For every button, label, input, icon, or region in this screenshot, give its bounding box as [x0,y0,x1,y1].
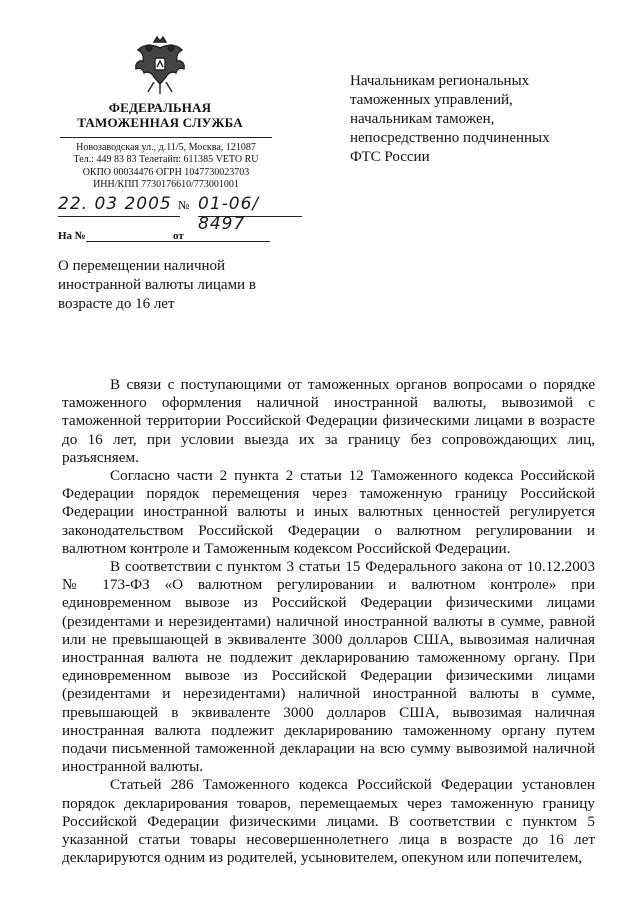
registration-number-label: № [178,198,190,212]
reference-date-label: от [173,230,184,242]
org-name-line-1: ФЕДЕРАЛЬНАЯ [108,100,212,115]
org-inn-kpp: ИНН/КПП 7730176610/773001001 [93,179,239,191]
organization-details [58,142,274,192]
addressee-line: таможенных управлений, [350,92,513,108]
addressee-block [350,72,600,167]
letter-body [62,376,595,867]
body-paragraph: В связи с поступающими от таможенных органов вопросами о порядке таможенного оформления наличной иностранной валюты, вывозимой с таможенной территории Российской Федерации физическими лицами в возрасте до 16 лет, при условии выезда их за границу без сопровождающих лиц, разъясняем. [62,376,595,466]
organization-name [60,100,260,130]
body-paragraph: Согласно части 2 пункта 2 статьи 12 Таможенного кодекса Российской Федерации порядок перемещения через таможенную границу Российской Федерации иностранной валюты и иных валютных ценностей регулируется законодательством Российской Федерации о валютном регулировании и валютном контроле и Таможенным кодексом Российской Федерации. [62,467,595,557]
letter-subject [58,257,298,314]
registration-number: 01-06/ 8497 [198,194,302,217]
header-divider [60,137,272,138]
org-address: Новозаводская ул., д.11/5, Москва, 121087 [76,142,256,153]
body-paragraph: Статьей 286 Таможенного кодекса Российской Федерации установлен порядок декларирования товаров, перемещаемых через таможенную границу Российской Федерации физическими лицами. В соответствии с пунктом 5 указанной статьи товары несовершеннолетнего лица в возрасте до 16 лет декларируются одним из родителей, усыновителем, опекуном или попечителем, [62,776,595,867]
addressee-line: начальникам таможен, [350,111,495,127]
addressee-line: ФТС России [350,149,430,165]
addressee-line: непосредственно подчиненных [350,130,550,146]
reference-number-label: На № [58,230,86,242]
body-paragraph: В соответствии с пунктом 3 статьи 15 Федерального закона от 10.12.2003 № 173-ФЗ «О валютном регулировании и валютном контроле» при единовременном вывозе из Российской Федерации физическими лицами (резидентами и нерезидентами) наличной иностранной валюты в сумме, равной или не превышающей в эквиваленте 3000 долларов США, вывозимая наличная иностранная валюта не подлежит декларированию таможенному органу. При единовременном вывозе из Российской Федерации физическими лицами (резидентами и нерезидентами) наличной иностранной валюты в сумме, превышающей в эквиваленте 3000 долларов США, вывозимая наличная иностранная валюта подлежит декларированию таможенному органу путем подачи письменной таможенной декларации на всю сумму вывозимой наличной иностранной валюты. [62,558,595,776]
subject-line: О перемещении наличной [58,258,226,274]
subject-line: возрасте до 16 лет [58,296,175,312]
addressee-line: Начальникам региональных [350,73,530,89]
registration-date: 22. 03 2005 [58,194,180,217]
reference-line [58,228,278,246]
org-name-line-2: ТАМОЖЕННАЯ СЛУЖБА [77,115,243,130]
reference-date-blank [188,241,270,242]
subject-line: иностранной валюты лицами в [58,277,256,293]
state-emblem-icon [130,34,190,96]
org-phone: Тел.: 449 83 83 Телетайп: 611385 VETO RU [73,154,259,166]
registration-line [58,194,298,234]
org-okpo-ogrn: ОКПО 00034476 ОГРН 1047730023703 [82,166,250,178]
